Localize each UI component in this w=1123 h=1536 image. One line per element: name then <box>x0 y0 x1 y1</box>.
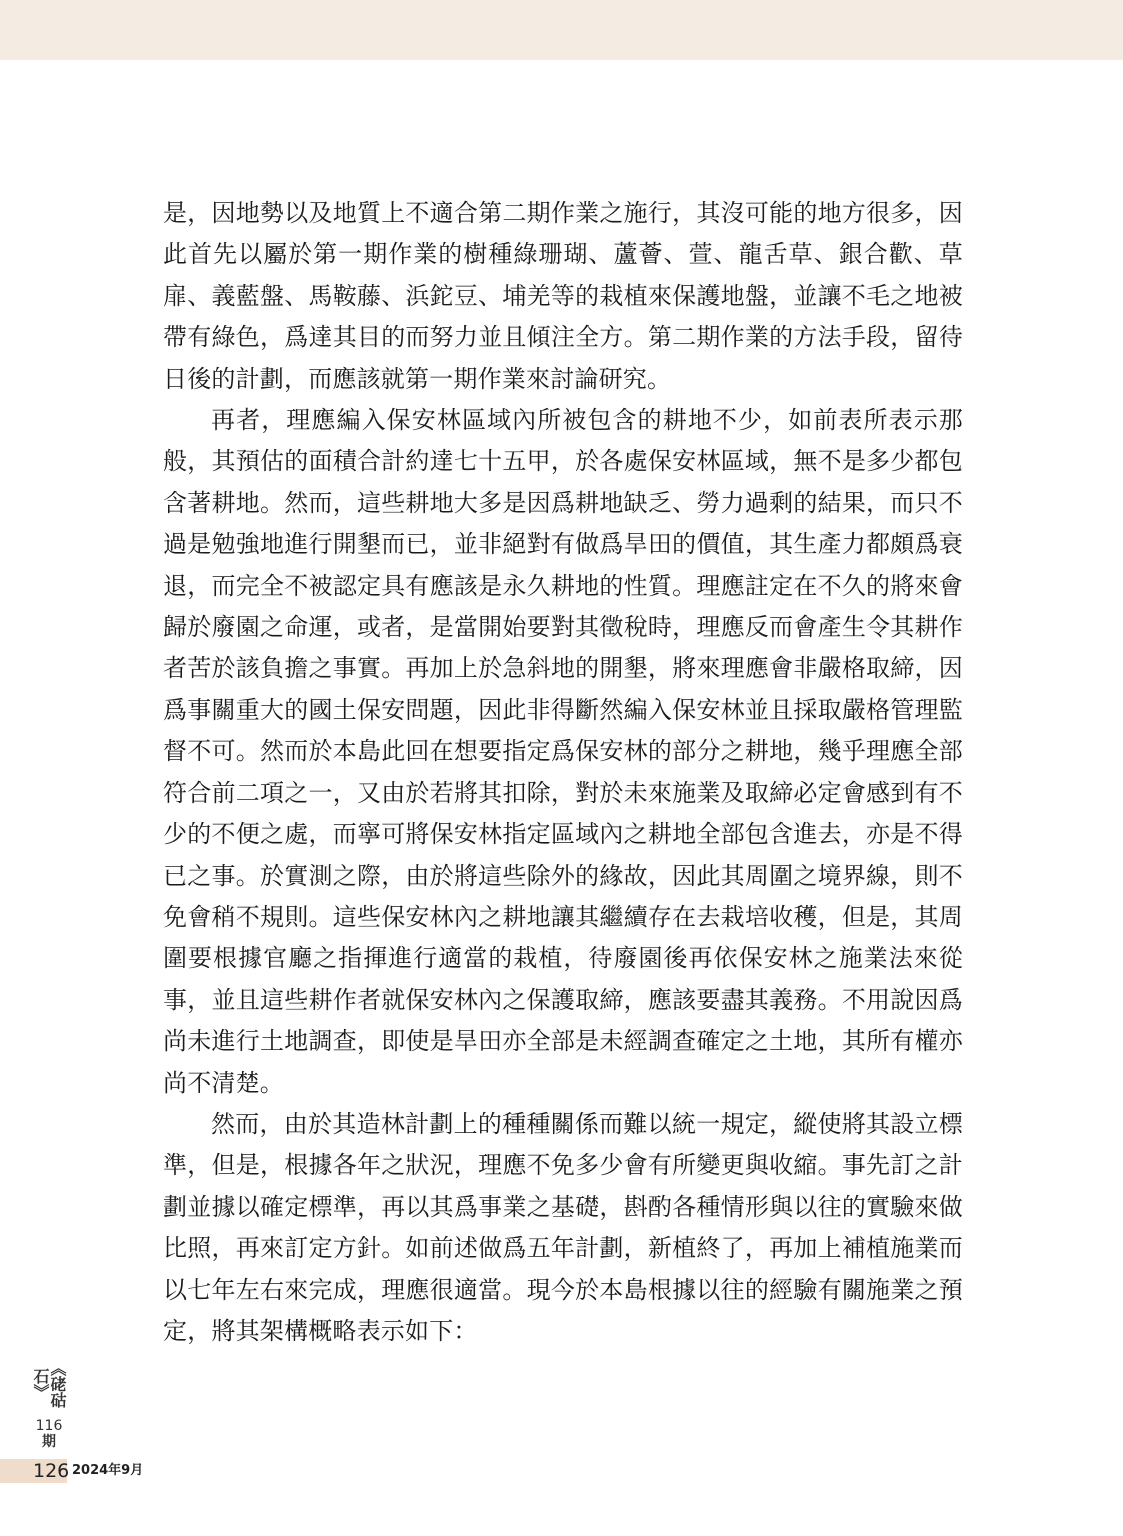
page-number: 126 <box>33 1460 70 1482</box>
paragraph-1: 是，因地勢以及地質上不適合第二期作業之施行，其沒可能的地方很多，因此首先以屬於第一期作業的樹種綠珊瑚、蘆薈、萱、龍舌草、銀合歡、草扉、義藍盤、馬鞍藤、浜鉈豆、埔羌等的栽植來保護地盤，並讓不毛之地被帶有綠色，爲達其目的而努力並且傾注全方。第二期作業的方法手段，留待日後的計劃，而應該就第一期作業來討論研究。 <box>163 199 963 393</box>
journal-info <box>32 1352 66 1450</box>
paragraph-3: 然而，由於其造林計劃上的種種關係而難以統一規定，縱使將其設立標準，但是，根據各年之狀況，理應不免多少會有所變更與收縮。事先訂之計劃並據以確定標準，再以其爲事業之基礎，斟酌各種情形與以往的實驗來做比照，再來訂定方針。如前述做爲五年計劃，新植終了，再加上補植施業而以七年左右來完成，理應很適當。現今於本島根據以往的經驗有關施業之預定，將其架構概略表示如下： <box>163 1109 963 1345</box>
header-band <box>0 0 1123 60</box>
journal-name: 《硓𥑮石》 <box>31 1360 67 1408</box>
issue-number: 116 <box>35 1418 63 1434</box>
article-body <box>163 193 963 1352</box>
issue-unit: 期 <box>42 1434 56 1450</box>
paragraph-2: 再者，理應編入保安林區域內所被包含的耕地不少，如前表所表示那般，其預估的面積合計約達七十五甲，於各處保安林區域，無不是多少都包含著耕地。然而，這些耕地大多是因爲耕地缺乏、勞力過剩的結果，而只不過是勉強地進行開墾而已，並非絕對有做爲旱田的價值，其生產力都頗爲衰退，而完全不被認定具有應該是永久耕地的性質。理應註定在不久的將來會歸於廢園之命運，或者，是當開始要對其徵稅時，理應反而會產生令其耕作者苦於該負擔之事實。再加上於急斜地的開墾，將來理應會非嚴格取締，因爲事關重大的國土保安問題，因此非得斷然編入保安林並且採取嚴格管理監督不可。然而於本島此回在想要指定爲保安林的部分之耕地，幾乎理應全部符合前二項之一，又由於若將其扣除，對於未來施業及取締必定會感到有不少的不便之處，而寧可將保安林指定區域內之耕地全部包含進去，亦是不得已之事。於實測之際，由於將這些除外的緣故，因此其周圍之境界線，則不免會稍不規則。這些保安林內之耕地讓其繼續存在去栽培收穫，但是，其周圍要根據官廳之指揮進行適當的栽植，待廢園後再依保安林之施業法來從事，並且這些耕作者就保安林內之保護取締，應該要盡其義務。不用說因爲尚未進行土地調查，即使是旱田亦全部是未經調查確定之土地，其所有權亦尚不清楚。 <box>163 406 963 1097</box>
publication-date: 2024年9月 <box>72 1463 144 1478</box>
